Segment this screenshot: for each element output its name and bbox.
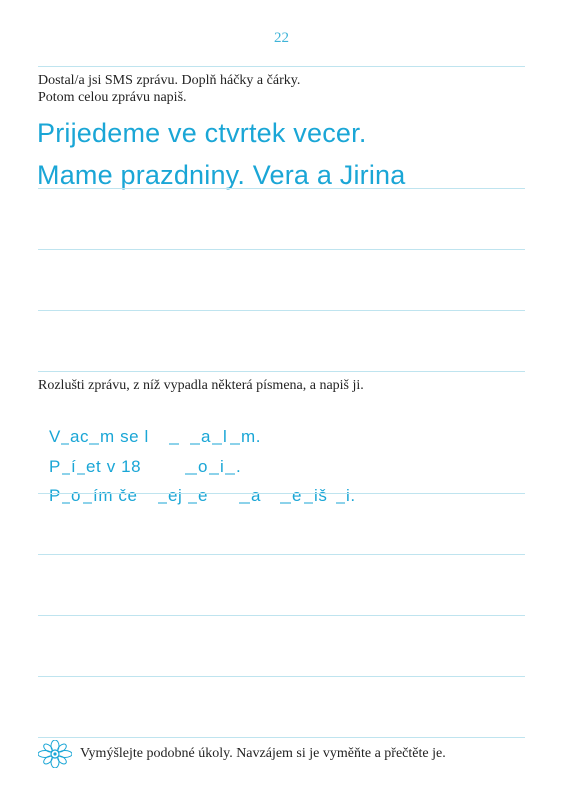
svg-text:ac: ac: [69, 427, 89, 446]
writing-rule: [38, 676, 525, 677]
svg-text:í: í: [70, 457, 76, 476]
top-rule: [38, 66, 525, 67]
svg-text:m se l: m se l: [99, 427, 149, 446]
puzzle-line1-text: V: [48, 427, 61, 446]
svg-text:iš: iš: [313, 486, 328, 505]
svg-text:P: P: [48, 457, 61, 476]
writing-rule: [38, 188, 525, 189]
svg-text:l: l: [222, 427, 228, 446]
sms-message-line1: Prijedeme ve ctvrtek vecer.: [37, 118, 367, 148]
writing-rule: [38, 615, 525, 616]
writing-rule: [38, 371, 525, 372]
footer: [38, 740, 446, 768]
task1-instruction-line2: Potom celou zprávu napiš.: [38, 90, 187, 105]
svg-text:i: i: [219, 457, 225, 476]
svg-text:ej: ej: [167, 486, 183, 505]
svg-text:et v 18: et v 18: [85, 457, 141, 476]
svg-text:a: a: [200, 427, 211, 446]
svg-text:.: .: [235, 457, 241, 476]
puzzle-line3-svg: [49, 484, 389, 508]
svg-text:e: e: [291, 486, 302, 505]
writing-rule: [38, 554, 525, 555]
sms-message-line2: Mame prazdniny. Vera a Jirina: [37, 160, 406, 190]
svg-text:m.: m.: [240, 427, 261, 446]
flower-icon: [38, 740, 72, 768]
writing-rule: [38, 737, 525, 738]
footer-text: Vymýšlejte podobné úkoly. Navzájem si je vyměňte a přečtěte je.: [80, 746, 446, 761]
svg-text:e: e: [197, 486, 208, 505]
writing-rule: [38, 493, 525, 494]
svg-text:i.: i.: [345, 486, 356, 505]
writing-rule: [38, 310, 525, 311]
task2-instruction: Rozlušti zprávu, z níž vypadla některá písmena, a napiš ji.: [38, 378, 364, 393]
svg-text:a: a: [250, 486, 261, 505]
puzzle-line3: [38, 464, 389, 513]
svg-text:o: o: [197, 457, 208, 476]
writing-rule: [38, 249, 525, 250]
svg-text:P: P: [48, 486, 61, 505]
svg-text:ím če: ím če: [92, 486, 138, 505]
task1-instruction-line1: Dostal/a jsi SMS zprávu. Doplň háčky a čárky.: [38, 73, 301, 88]
svg-text:o: o: [70, 486, 81, 505]
page-number: 22: [274, 30, 289, 46]
